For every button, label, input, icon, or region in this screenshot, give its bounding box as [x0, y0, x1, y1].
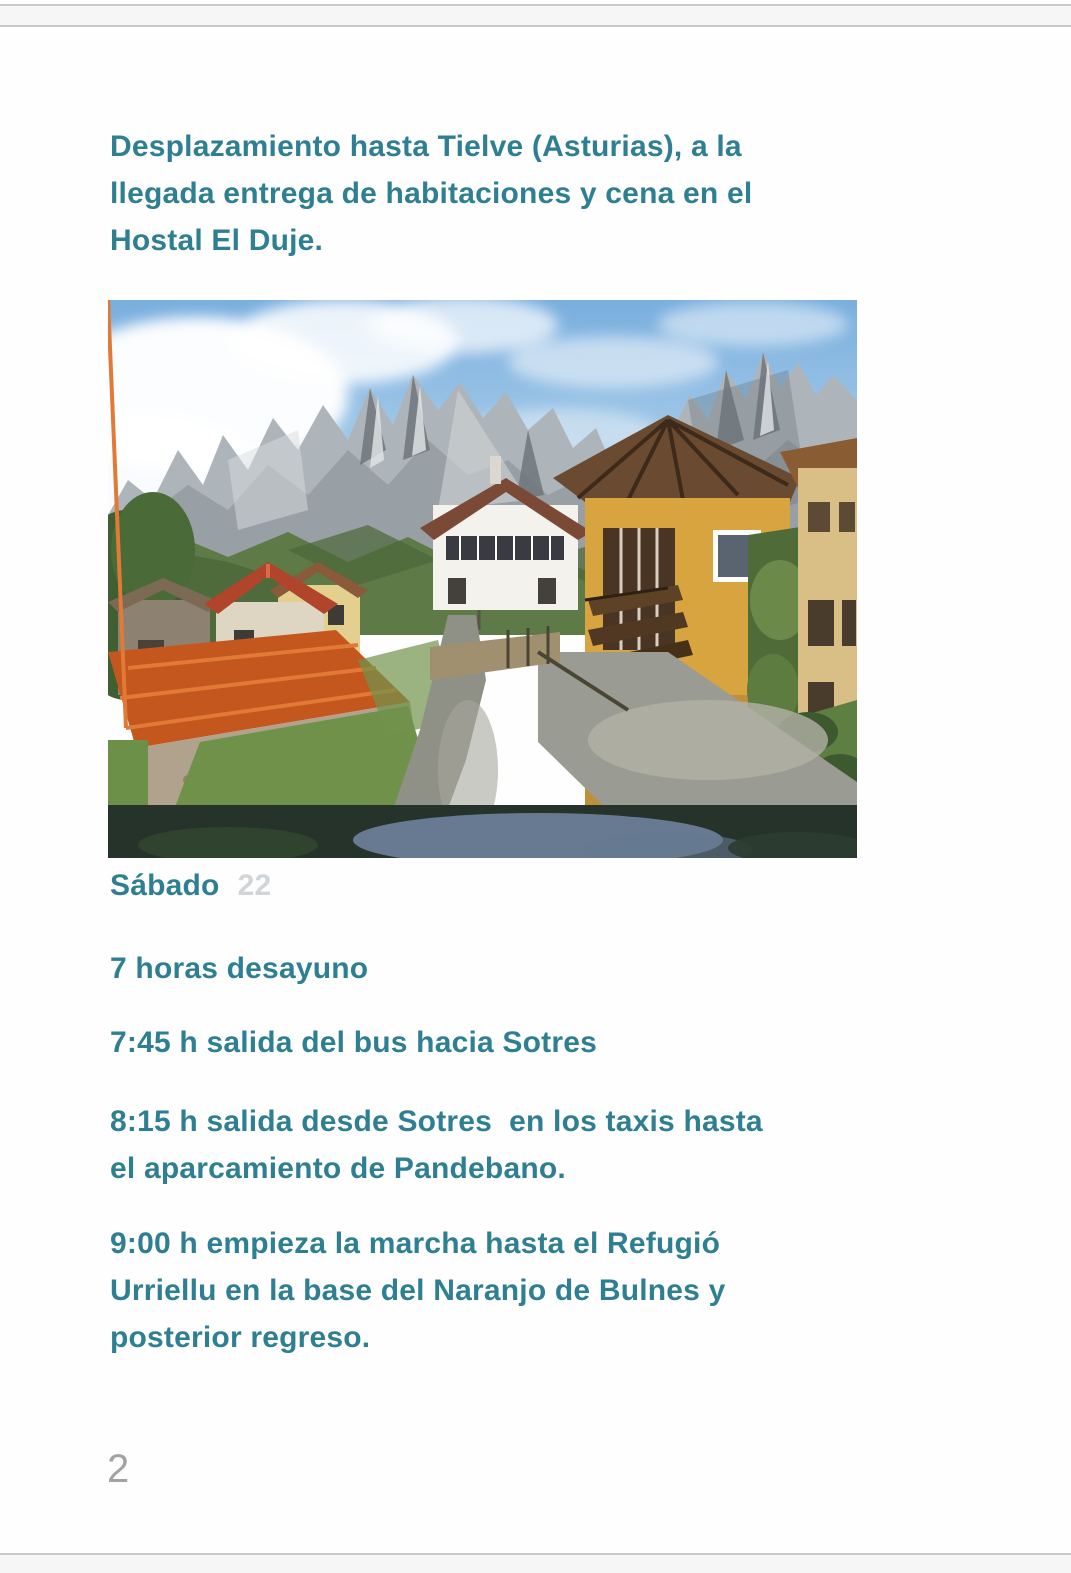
day-heading	[110, 862, 271, 909]
intro-line-2: llegada entrega de habitaciones y cena en el	[110, 177, 753, 210]
text-line: el aparcamiento de Pandebano.	[110, 1152, 566, 1185]
village-photo-illustration	[108, 300, 857, 858]
text-line: 8:15 h salida desde Sotres en los taxis hasta	[110, 1105, 763, 1138]
schedule-item-taxis	[110, 1098, 763, 1192]
intro-line-1: Desplazamiento hasta Tielve (Asturias), a la	[110, 130, 742, 163]
text-line: 7 horas desayuno	[110, 952, 369, 985]
text-line: 9:00 h empieza la marcha hasta el Refugió	[110, 1227, 721, 1260]
schedule-item-hike	[110, 1220, 725, 1361]
text-line: Urriellu en la base del Naranjo de Bulnes y	[110, 1274, 726, 1307]
day-number-faint: 22	[237, 869, 272, 902]
text-line: posterior regreso.	[110, 1321, 371, 1354]
page-number: 2	[107, 1447, 130, 1491]
page-separator-top	[0, 4, 1071, 27]
intro-paragraph	[110, 123, 752, 264]
text-line: 7:45 h salida del bus hacia Sotres	[110, 1026, 597, 1059]
day-heading-label: Sábado	[110, 869, 220, 902]
schedule-item-bus	[110, 1019, 597, 1066]
intro-line-3: Hostal El Duje.	[110, 224, 324, 257]
schedule-item-breakfast	[110, 945, 368, 992]
page-separator-bottom	[0, 1553, 1071, 1573]
village-photo	[108, 300, 857, 858]
